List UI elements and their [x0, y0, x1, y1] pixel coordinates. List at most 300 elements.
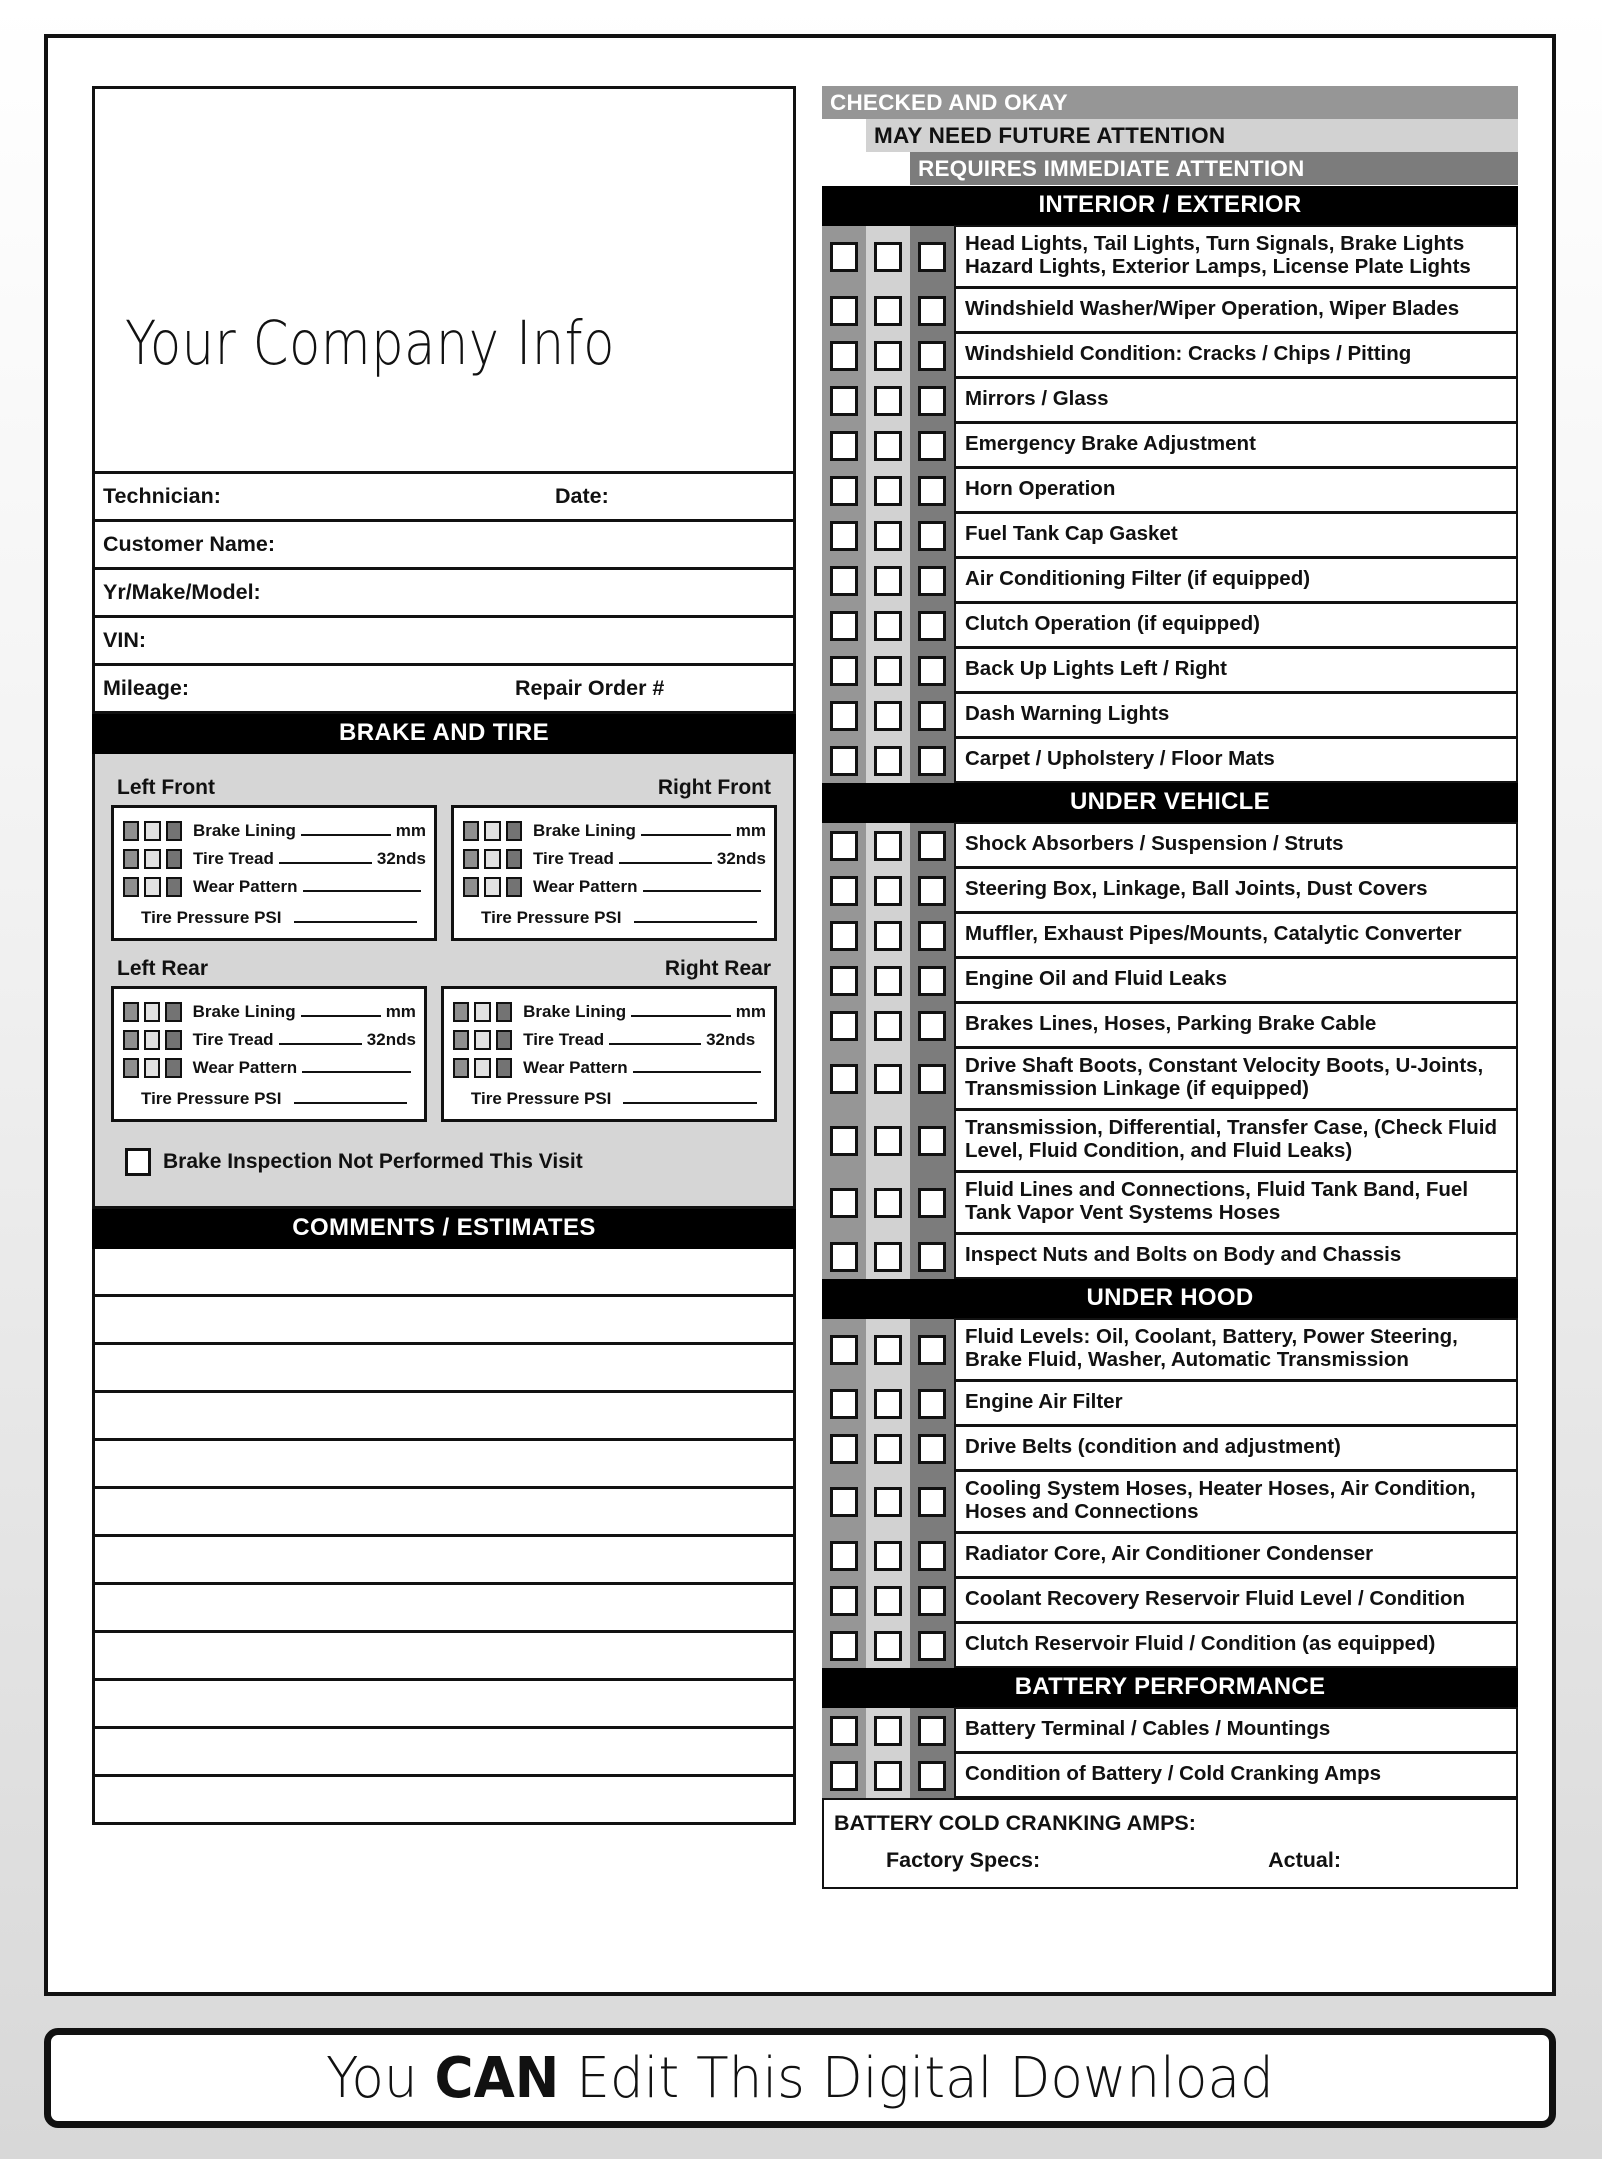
status-checkbox[interactable] — [874, 566, 902, 596]
condition-swatch-a[interactable] — [123, 1030, 139, 1050]
status-column-2[interactable] — [866, 423, 910, 468]
status-checkbox[interactable] — [874, 746, 902, 776]
status-column-3[interactable] — [910, 1048, 954, 1110]
tire-corner-box[interactable] — [111, 986, 427, 1122]
inspection-row[interactable] — [822, 226, 1518, 288]
status-column-3[interactable] — [910, 603, 954, 648]
status-checkbox[interactable] — [874, 701, 902, 731]
status-column-1[interactable] — [822, 1753, 866, 1798]
status-column-1[interactable] — [822, 333, 866, 378]
status-checkbox[interactable] — [918, 1586, 946, 1616]
status-column-2[interactable] — [866, 1110, 910, 1172]
tire-pressure-row[interactable] — [463, 901, 766, 928]
status-column-2[interactable] — [866, 1471, 910, 1533]
info-row[interactable] — [92, 474, 796, 522]
inspection-row[interactable] — [822, 1381, 1518, 1426]
status-checkbox[interactable] — [874, 1586, 902, 1616]
status-checkbox[interactable] — [830, 1335, 858, 1365]
status-checkbox[interactable] — [830, 1011, 858, 1041]
status-column-2[interactable] — [866, 603, 910, 648]
condition-swatch-b[interactable] — [144, 877, 160, 897]
tire-measure-row[interactable] — [453, 998, 766, 1026]
status-column-1[interactable] — [822, 738, 866, 783]
status-column-1[interactable] — [822, 1048, 866, 1110]
write-in-rule[interactable] — [302, 1059, 411, 1073]
status-checkbox[interactable] — [874, 876, 902, 906]
status-checkbox[interactable] — [830, 1064, 858, 1094]
condition-swatch-c[interactable] — [165, 1030, 181, 1050]
condition-swatch-c[interactable] — [496, 1002, 512, 1022]
status-column-2[interactable] — [866, 1003, 910, 1048]
condition-swatch-a[interactable] — [123, 1002, 139, 1022]
status-checkbox[interactable] — [918, 1716, 946, 1746]
condition-swatch-c[interactable] — [506, 849, 522, 869]
status-checkbox[interactable] — [874, 1126, 902, 1156]
tire-measure-row[interactable] — [463, 845, 766, 873]
tire-measure-row[interactable] — [453, 1026, 766, 1054]
condition-swatch-c[interactable] — [165, 1002, 181, 1022]
status-checkbox[interactable] — [918, 1188, 946, 1218]
status-checkbox[interactable] — [874, 1188, 902, 1218]
status-column-3[interactable] — [910, 423, 954, 468]
inspection-row[interactable] — [822, 378, 1518, 423]
status-column-2[interactable] — [866, 1623, 910, 1668]
status-column-2[interactable] — [866, 1172, 910, 1234]
status-column-3[interactable] — [910, 333, 954, 378]
status-column-1[interactable] — [822, 1578, 866, 1623]
status-checkbox[interactable] — [918, 1011, 946, 1041]
comment-line[interactable] — [92, 1585, 796, 1633]
status-column-3[interactable] — [910, 648, 954, 693]
tire-measure-row[interactable] — [123, 845, 426, 873]
status-checkbox[interactable] — [830, 521, 858, 551]
status-checkbox[interactable] — [918, 701, 946, 731]
condition-swatch-a[interactable] — [123, 821, 139, 841]
status-column-1[interactable] — [822, 226, 866, 288]
status-column-1[interactable] — [822, 1708, 866, 1753]
battery-cca-box[interactable] — [822, 1798, 1518, 1889]
status-column-3[interactable] — [910, 1533, 954, 1578]
status-column-3[interactable] — [910, 378, 954, 423]
status-checkbox[interactable] — [918, 1335, 946, 1365]
status-column-3[interactable] — [910, 288, 954, 333]
status-checkbox[interactable] — [918, 521, 946, 551]
inspection-row[interactable] — [822, 558, 1518, 603]
condition-swatch-c[interactable] — [165, 1058, 181, 1078]
condition-swatch-c[interactable] — [496, 1030, 512, 1050]
status-column-3[interactable] — [910, 1471, 954, 1533]
write-in-rule[interactable] — [279, 850, 372, 864]
status-column-3[interactable] — [910, 1623, 954, 1668]
status-checkbox[interactable] — [918, 296, 946, 326]
status-checkbox[interactable] — [874, 242, 902, 272]
write-in-rule[interactable] — [641, 822, 731, 836]
status-column-2[interactable] — [866, 288, 910, 333]
status-checkbox[interactable] — [874, 521, 902, 551]
inspection-row[interactable] — [822, 333, 1518, 378]
status-checkbox[interactable] — [874, 1631, 902, 1661]
tire-measure-row[interactable] — [123, 817, 426, 845]
status-column-3[interactable] — [910, 1172, 954, 1234]
status-column-1[interactable] — [822, 868, 866, 913]
comment-line[interactable] — [92, 1489, 796, 1537]
status-checkbox[interactable] — [918, 1126, 946, 1156]
condition-swatch-b[interactable] — [474, 1002, 490, 1022]
status-column-1[interactable] — [822, 513, 866, 558]
status-column-3[interactable] — [910, 558, 954, 603]
status-column-2[interactable] — [866, 1234, 910, 1279]
status-column-3[interactable] — [910, 1753, 954, 1798]
comment-line[interactable] — [92, 1345, 796, 1393]
status-column-1[interactable] — [822, 558, 866, 603]
status-column-3[interactable] — [910, 226, 954, 288]
status-checkbox[interactable] — [830, 611, 858, 641]
status-checkbox[interactable] — [874, 386, 902, 416]
status-column-2[interactable] — [866, 333, 910, 378]
status-checkbox[interactable] — [874, 611, 902, 641]
tire-measure-row[interactable] — [463, 817, 766, 845]
status-checkbox[interactable] — [874, 1011, 902, 1041]
status-column-2[interactable] — [866, 468, 910, 513]
write-in-rule[interactable] — [279, 1031, 362, 1045]
status-column-2[interactable] — [866, 958, 910, 1003]
status-checkbox[interactable] — [874, 1064, 902, 1094]
write-in-rule[interactable] — [294, 1090, 407, 1104]
inspection-row[interactable] — [822, 1578, 1518, 1623]
status-checkbox[interactable] — [830, 1541, 858, 1571]
condition-swatch-a[interactable] — [453, 1058, 469, 1078]
status-checkbox[interactable] — [830, 296, 858, 326]
write-in-rule[interactable] — [609, 1031, 701, 1045]
status-column-2[interactable] — [866, 738, 910, 783]
status-checkbox[interactable] — [830, 921, 858, 951]
write-in-rule[interactable] — [301, 822, 391, 836]
status-column-1[interactable] — [822, 1110, 866, 1172]
status-column-2[interactable] — [866, 1578, 910, 1623]
inspection-row[interactable] — [822, 423, 1518, 468]
status-checkbox[interactable] — [830, 1487, 858, 1517]
status-column-2[interactable] — [866, 913, 910, 958]
status-column-1[interactable] — [822, 468, 866, 513]
status-column-2[interactable] — [866, 513, 910, 558]
status-checkbox[interactable] — [830, 966, 858, 996]
status-column-2[interactable] — [866, 648, 910, 693]
condition-swatch-b[interactable] — [474, 1058, 490, 1078]
status-column-1[interactable] — [822, 603, 866, 648]
status-checkbox[interactable] — [874, 341, 902, 371]
status-column-2[interactable] — [866, 823, 910, 868]
inspection-row[interactable] — [822, 1533, 1518, 1578]
status-checkbox[interactable] — [830, 1716, 858, 1746]
status-checkbox[interactable] — [830, 431, 858, 461]
condition-swatch-a[interactable] — [463, 877, 479, 897]
status-checkbox[interactable] — [830, 341, 858, 371]
inspection-row[interactable] — [822, 288, 1518, 333]
info-row[interactable] — [92, 522, 796, 570]
status-checkbox[interactable] — [918, 1487, 946, 1517]
tire-measure-row[interactable] — [463, 873, 766, 901]
condition-swatch-b[interactable] — [144, 849, 160, 869]
status-checkbox[interactable] — [918, 831, 946, 861]
condition-swatch-a[interactable] — [453, 1030, 469, 1050]
status-column-3[interactable] — [910, 868, 954, 913]
brake-inspection-not-performed-row[interactable] — [111, 1122, 777, 1206]
condition-swatch-b[interactable] — [484, 877, 500, 897]
status-checkbox[interactable] — [830, 1389, 858, 1419]
status-column-1[interactable] — [822, 1426, 866, 1471]
write-in-rule[interactable] — [643, 878, 762, 892]
status-checkbox[interactable] — [874, 656, 902, 686]
info-row[interactable] — [92, 570, 796, 618]
status-checkbox[interactable] — [874, 1242, 902, 1272]
inspection-row[interactable] — [822, 1003, 1518, 1048]
condition-swatch-b[interactable] — [144, 821, 160, 841]
status-checkbox[interactable] — [830, 831, 858, 861]
condition-swatch-a[interactable] — [463, 821, 479, 841]
status-checkbox[interactable] — [918, 966, 946, 996]
status-checkbox[interactable] — [874, 296, 902, 326]
condition-swatch-b[interactable] — [484, 821, 500, 841]
status-column-2[interactable] — [866, 558, 910, 603]
inspection-row[interactable] — [822, 1708, 1518, 1753]
status-checkbox[interactable] — [830, 1586, 858, 1616]
inspection-row[interactable] — [822, 1172, 1518, 1234]
condition-swatch-a[interactable] — [453, 1002, 469, 1022]
write-in-rule[interactable] — [303, 878, 422, 892]
inspection-row[interactable] — [822, 693, 1518, 738]
status-column-2[interactable] — [866, 226, 910, 288]
status-column-1[interactable] — [822, 1533, 866, 1578]
status-column-2[interactable] — [866, 1426, 910, 1471]
status-checkbox[interactable] — [830, 746, 858, 776]
inspection-row[interactable] — [822, 868, 1518, 913]
status-column-1[interactable] — [822, 1234, 866, 1279]
condition-swatch-b[interactable] — [484, 849, 500, 869]
status-checkbox[interactable] — [918, 1434, 946, 1464]
comment-line[interactable] — [92, 1729, 796, 1777]
status-column-3[interactable] — [910, 1319, 954, 1381]
status-checkbox[interactable] — [830, 386, 858, 416]
condition-swatch-c[interactable] — [166, 877, 182, 897]
status-column-2[interactable] — [866, 378, 910, 423]
status-checkbox[interactable] — [918, 1389, 946, 1419]
tire-measure-row[interactable] — [123, 873, 426, 901]
inspection-row[interactable] — [822, 1110, 1518, 1172]
status-checkbox[interactable] — [918, 921, 946, 951]
status-checkbox[interactable] — [918, 1631, 946, 1661]
status-checkbox[interactable] — [830, 1242, 858, 1272]
status-checkbox[interactable] — [918, 1541, 946, 1571]
condition-swatch-c[interactable] — [166, 821, 182, 841]
condition-swatch-c[interactable] — [506, 821, 522, 841]
status-checkbox[interactable] — [830, 876, 858, 906]
status-checkbox[interactable] — [918, 611, 946, 641]
status-checkbox[interactable] — [874, 831, 902, 861]
status-column-2[interactable] — [866, 1753, 910, 1798]
status-checkbox[interactable] — [918, 341, 946, 371]
status-column-2[interactable] — [866, 693, 910, 738]
comment-line[interactable] — [92, 1633, 796, 1681]
status-checkbox[interactable] — [874, 1716, 902, 1746]
status-checkbox[interactable] — [874, 1434, 902, 1464]
inspection-row[interactable] — [822, 1048, 1518, 1110]
tire-pressure-row[interactable] — [123, 1082, 416, 1109]
write-in-rule[interactable] — [634, 909, 758, 923]
status-checkbox[interactable] — [918, 386, 946, 416]
status-checkbox[interactable] — [918, 431, 946, 461]
status-column-3[interactable] — [910, 823, 954, 868]
write-in-rule[interactable] — [301, 1003, 381, 1017]
status-checkbox[interactable] — [830, 1434, 858, 1464]
write-in-rule[interactable] — [633, 1059, 761, 1073]
status-column-3[interactable] — [910, 1426, 954, 1471]
write-in-rule[interactable] — [294, 909, 418, 923]
inspection-row[interactable] — [822, 1471, 1518, 1533]
status-checkbox[interactable] — [918, 566, 946, 596]
status-column-1[interactable] — [822, 648, 866, 693]
status-column-3[interactable] — [910, 1110, 954, 1172]
status-column-3[interactable] — [910, 1381, 954, 1426]
write-in-rule[interactable] — [623, 1090, 757, 1104]
inspection-row[interactable] — [822, 958, 1518, 1003]
status-checkbox[interactable] — [874, 1541, 902, 1571]
status-column-3[interactable] — [910, 738, 954, 783]
inspection-row[interactable] — [822, 823, 1518, 868]
tire-pressure-row[interactable] — [123, 901, 426, 928]
comment-line[interactable] — [92, 1393, 796, 1441]
tire-measure-row[interactable] — [123, 1054, 416, 1082]
status-column-3[interactable] — [910, 693, 954, 738]
condition-swatch-a[interactable] — [123, 1058, 139, 1078]
status-column-1[interactable] — [822, 913, 866, 958]
status-checkbox[interactable] — [830, 656, 858, 686]
status-column-2[interactable] — [866, 1319, 910, 1381]
status-checkbox[interactable] — [874, 1761, 902, 1791]
company-info-box[interactable] — [92, 86, 796, 474]
inspection-row[interactable] — [822, 1623, 1518, 1668]
status-column-1[interactable] — [822, 1172, 866, 1234]
inspection-row[interactable] — [822, 738, 1518, 783]
inspection-row[interactable] — [822, 1319, 1518, 1381]
condition-swatch-c[interactable] — [166, 849, 182, 869]
status-checkbox[interactable] — [874, 1389, 902, 1419]
tire-corner-box[interactable] — [451, 805, 777, 941]
condition-swatch-b[interactable] — [144, 1002, 160, 1022]
status-checkbox[interactable] — [874, 476, 902, 506]
tire-measure-row[interactable] — [123, 998, 416, 1026]
status-checkbox[interactable] — [874, 1487, 902, 1517]
status-checkbox[interactable] — [830, 1126, 858, 1156]
status-column-3[interactable] — [910, 1003, 954, 1048]
status-column-1[interactable] — [822, 1471, 866, 1533]
tire-pressure-row[interactable] — [453, 1082, 766, 1109]
comment-line[interactable] — [92, 1441, 796, 1489]
write-in-rule[interactable] — [631, 1003, 731, 1017]
status-column-1[interactable] — [822, 1319, 866, 1381]
inspection-row[interactable] — [822, 1426, 1518, 1471]
status-column-2[interactable] — [866, 1048, 910, 1110]
status-checkbox[interactable] — [918, 1761, 946, 1791]
status-checkbox[interactable] — [874, 921, 902, 951]
comment-line[interactable] — [92, 1777, 796, 1825]
status-checkbox[interactable] — [918, 1064, 946, 1094]
inspection-row[interactable] — [822, 603, 1518, 648]
inspection-row[interactable] — [822, 468, 1518, 513]
status-column-1[interactable] — [822, 1381, 866, 1426]
status-checkbox[interactable] — [830, 1761, 858, 1791]
status-column-1[interactable] — [822, 378, 866, 423]
inspection-row[interactable] — [822, 913, 1518, 958]
condition-swatch-c[interactable] — [496, 1058, 512, 1078]
tire-measure-row[interactable] — [453, 1054, 766, 1082]
status-checkbox[interactable] — [830, 476, 858, 506]
status-checkbox[interactable] — [918, 1242, 946, 1272]
comment-line[interactable] — [92, 1537, 796, 1585]
status-column-2[interactable] — [866, 1533, 910, 1578]
condition-swatch-b[interactable] — [144, 1030, 160, 1050]
status-column-3[interactable] — [910, 958, 954, 1003]
info-row[interactable] — [92, 666, 796, 714]
comment-line[interactable] — [92, 1681, 796, 1729]
status-column-1[interactable] — [822, 823, 866, 868]
write-in-rule[interactable] — [619, 850, 712, 864]
status-checkbox[interactable] — [918, 876, 946, 906]
inspection-row[interactable] — [822, 513, 1518, 558]
status-column-1[interactable] — [822, 693, 866, 738]
info-row[interactable] — [92, 618, 796, 666]
condition-swatch-b[interactable] — [474, 1030, 490, 1050]
inspection-row[interactable] — [822, 1234, 1518, 1279]
status-column-3[interactable] — [910, 1578, 954, 1623]
status-checkbox[interactable] — [918, 746, 946, 776]
status-column-2[interactable] — [866, 868, 910, 913]
brake-not-performed-checkbox[interactable] — [125, 1148, 151, 1176]
status-checkbox[interactable] — [874, 966, 902, 996]
condition-swatch-b[interactable] — [144, 1058, 160, 1078]
status-checkbox[interactable] — [830, 701, 858, 731]
comment-line[interactable] — [92, 1249, 796, 1297]
tire-corner-box[interactable] — [111, 805, 437, 941]
status-column-3[interactable] — [910, 513, 954, 558]
status-column-3[interactable] — [910, 1234, 954, 1279]
inspection-row[interactable] — [822, 1753, 1518, 1798]
status-column-1[interactable] — [822, 288, 866, 333]
status-column-1[interactable] — [822, 1003, 866, 1048]
status-checkbox[interactable] — [830, 242, 858, 272]
inspection-row[interactable] — [822, 648, 1518, 693]
condition-swatch-a[interactable] — [463, 849, 479, 869]
status-column-2[interactable] — [866, 1708, 910, 1753]
status-column-2[interactable] — [866, 1381, 910, 1426]
status-checkbox[interactable] — [874, 431, 902, 461]
status-checkbox[interactable] — [830, 1188, 858, 1218]
status-checkbox[interactable] — [918, 476, 946, 506]
status-checkbox[interactable] — [874, 1335, 902, 1365]
tire-corner-box[interactable] — [441, 986, 777, 1122]
tire-measure-row[interactable] — [123, 1026, 416, 1054]
status-column-3[interactable] — [910, 913, 954, 958]
status-column-1[interactable] — [822, 958, 866, 1003]
comment-line[interactable] — [92, 1297, 796, 1345]
status-checkbox[interactable] — [918, 242, 946, 272]
status-column-3[interactable] — [910, 468, 954, 513]
status-column-3[interactable] — [910, 1708, 954, 1753]
status-column-1[interactable] — [822, 1623, 866, 1668]
condition-swatch-a[interactable] — [123, 877, 139, 897]
condition-swatch-c[interactable] — [506, 877, 522, 897]
status-column-1[interactable] — [822, 423, 866, 468]
status-checkbox[interactable] — [830, 566, 858, 596]
